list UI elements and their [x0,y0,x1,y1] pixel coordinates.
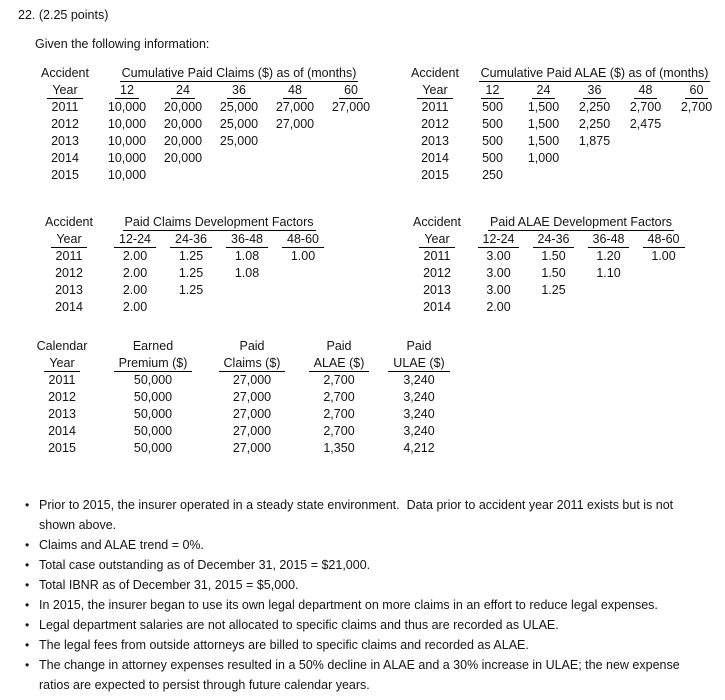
bullet-icon: • [25,558,30,572]
year-cell: 2012 [48,390,76,404]
column-header: 12-24 [107,231,163,248]
value-cell: 27,000 [275,100,315,114]
value-cell: 25,000 [219,134,259,148]
value-cell: 1.00 [290,249,316,263]
table-row [403,99,722,116]
table-header-row [31,65,379,82]
year-cell: 2011 [423,249,451,263]
value-cell: 10,000 [107,100,147,114]
year-cell: 2012 [51,117,79,131]
value-cell: 20,000 [163,100,203,114]
value-cell: 4,212 [403,441,435,455]
alae-factors-table [403,214,691,316]
year-cell: 2014 [51,151,79,165]
table-row [31,150,379,167]
table-row [22,389,460,406]
bullet-item: • Claims and ALAE trend = 0%. [25,535,711,555]
value-cell: 500 [482,151,503,165]
value-cell: 1,875 [578,134,611,148]
value-cell: 2,250 [578,100,611,114]
bullet-icon: • [25,498,30,512]
table-header-row [403,82,722,99]
bullet-item: • Legal department salaries are not allocated to specific claims and thus are recorded as ULAE. [25,615,711,635]
column-header: Paid [406,339,432,353]
year-cell: 2011 [48,373,76,387]
column-header: 60 [323,82,379,99]
paid-claims-table-title: Cumulative Paid Claims ($) as of (months) [121,66,357,80]
year-cell: 2014 [48,424,76,438]
column-header: 36 [211,82,267,99]
value-cell: 10,000 [107,168,147,182]
question-number: 22. [18,8,36,22]
table-row [31,167,379,184]
column-header: 24-36 [526,231,581,248]
table-header-row [22,338,460,355]
value-cell: 1.08 [234,266,260,280]
table-row [403,299,691,316]
value-cell: 2,700 [323,424,355,438]
claims-factors-table [31,214,331,316]
year-cell: 2013 [55,283,83,297]
column-header: ALAE ($) [300,355,378,372]
value-cell: 27,000 [232,407,272,421]
bullet-item: • Total case outstanding as of December 31, 2015 = $21,000. [25,555,711,575]
triangle-row-1 [31,65,725,184]
column-header: Paid [239,339,265,353]
table-row [31,99,379,116]
paid-alae-table-title: Cumulative Paid ALAE ($) as of (months) [480,66,709,80]
value-cell: 1,000 [527,151,560,165]
column-header: 12-24 [471,231,526,248]
year-label: Year [31,231,107,248]
year-cell: 2014 [55,300,83,314]
value-cell: 27,000 [232,373,272,387]
notes-list [25,495,711,695]
table-row [403,265,691,282]
column-header: Calendar [36,339,88,353]
value-cell: 1.00 [651,249,676,263]
value-cell: 2.00 [122,266,148,280]
value-cell: 1.25 [178,266,204,280]
value-cell: 25,000 [219,117,259,131]
year-cell: 2014 [423,300,451,314]
bullet-icon: • [25,578,30,592]
column-header: 24 [518,82,569,99]
table-row [22,423,460,440]
table-row [31,116,379,133]
value-cell: 1.25 [178,283,204,297]
value-cell: 2,700 [629,100,662,114]
value-cell: 500 [482,134,503,148]
table-row [31,282,331,299]
value-cell: 1.08 [234,249,260,263]
bullet-icon: • [25,618,30,632]
value-cell: 1,350 [323,441,355,455]
table-header-row [31,82,379,99]
year-cell: 2014 [421,151,449,165]
table-header-row [403,214,691,231]
value-cell: 3,240 [403,407,435,421]
bullet-icon: • [25,538,30,552]
value-cell: 3.00 [486,283,511,297]
value-cell: 27,000 [232,441,272,455]
column-header: 48-60 [636,231,691,248]
column-header: 36-48 [219,231,275,248]
value-cell: 2,475 [629,117,662,131]
value-cell: 3.00 [486,266,511,280]
question-body [18,37,725,695]
value-cell: 20,000 [163,117,203,131]
value-cell: 50,000 [133,373,173,387]
bullet-item: • Total IBNR as of December 31, 2015 = $5,000. [25,575,711,595]
column-header: 48-60 [275,231,331,248]
value-cell: 250 [482,168,503,182]
value-cell: 3,240 [403,390,435,404]
value-cell: 27,000 [232,390,272,404]
column-header: 36 [569,82,620,99]
column-header: 48 [267,82,323,99]
column-header: 12 [99,82,155,99]
table-row [403,133,722,150]
value-cell: 3,240 [403,373,435,387]
alae-factors-table-title: Paid ALAE Development Factors [490,215,673,229]
value-cell: 50,000 [133,390,173,404]
table-row [403,116,722,133]
value-cell: 1,500 [527,117,560,131]
paid-alae-triangle-table [403,65,722,184]
claims-factors-table-title: Paid Claims Development Factors [124,215,314,229]
triangle-row-2 [31,214,725,316]
value-cell: 1.20 [596,249,621,263]
value-cell: 3,240 [403,424,435,438]
value-cell: 1,500 [527,100,560,114]
column-header: Paid [326,339,352,353]
year-cell: 2015 [48,441,76,455]
value-cell: 1.10 [596,266,621,280]
bullet-item: • In 2015, the insurer began to use its own legal department on more claims in an effort to reduce legal expenses. [25,595,711,615]
bullet-icon: • [25,638,30,652]
value-cell: 2.00 [122,249,148,263]
value-cell: 2,250 [578,117,611,131]
value-cell: 2.00 [486,300,511,314]
value-cell: 1,500 [527,134,560,148]
year-cell: 2011 [421,100,449,114]
accident-label: Accident [41,66,89,80]
year-cell: 2015 [421,168,449,182]
year-cell: 2011 [51,100,79,114]
question-points: (2.25 points) [38,8,109,22]
value-cell: 27,000 [331,100,371,114]
value-cell: 1.25 [178,249,204,263]
column-header: 12 [467,82,518,99]
question-heading [18,8,725,22]
bullet-icon: • [25,598,30,612]
value-cell: 50,000 [133,441,173,455]
column-header: 24 [155,82,211,99]
bullet-item: • The legal fees from outside attorneys are billed to specific claims and recorded as ALAE. [25,635,711,655]
column-header: 48 [620,82,671,99]
table-row [22,440,460,457]
value-cell: 50,000 [133,424,173,438]
year-cell: 2012 [55,266,83,280]
year-cell: 2013 [51,134,79,148]
value-cell: 27,000 [232,424,272,438]
table-header-row [22,355,460,372]
value-cell: 2,700 [323,373,355,387]
column-header: 60 [671,82,722,99]
column-header: Claims ($) [204,355,300,372]
year-label: Year [403,231,471,248]
table-row [403,248,691,265]
value-cell: 20,000 [163,134,203,148]
year-label: Year [403,82,467,99]
calendar-year-table [22,338,460,457]
value-cell: 2.00 [122,300,148,314]
year-cell: 2011 [55,249,83,263]
bullet-icon: • [25,658,30,672]
year-cell: 2013 [423,283,451,297]
table-row [31,248,331,265]
year-cell: 2015 [51,168,79,182]
column-header: Year [22,355,102,372]
table-row [31,265,331,282]
table-row [403,150,722,167]
value-cell: 25,000 [219,100,259,114]
year-cell: 2012 [423,266,451,280]
year-cell: 2012 [421,117,449,131]
value-cell: 10,000 [107,134,147,148]
table-row [22,372,460,389]
accident-label: Accident [413,215,461,229]
value-cell: 50,000 [133,407,173,421]
year-cell: 2013 [421,134,449,148]
value-cell: 20,000 [163,151,203,165]
table-header-row [31,231,331,248]
intro-text: Given the following information: [35,37,210,51]
column-header: ULAE ($) [378,355,460,372]
value-cell: 27,000 [275,117,315,131]
column-header: 24-36 [163,231,219,248]
accident-label: Accident [45,215,93,229]
table-header-row [31,214,331,231]
column-header: Earned [132,339,174,353]
accident-label: Accident [411,66,459,80]
table-header-row [403,65,722,82]
value-cell: 2,700 [323,407,355,421]
value-cell: 1.50 [541,266,566,280]
value-cell: 10,000 [107,117,147,131]
value-cell: 2,700 [680,100,713,114]
table-row [22,406,460,423]
bullet-item: • Prior to 2015, the insurer operated in a steady state environment. Data prior to accident year 2011 exists but is not shown above. [25,495,711,535]
value-cell: 500 [482,117,503,131]
year-cell: 2013 [48,407,76,421]
value-cell: 1.50 [541,249,566,263]
paid-claims-triangle-table [31,65,379,184]
table-row [403,282,691,299]
value-cell: 10,000 [107,151,147,165]
table-header-row [403,231,691,248]
value-cell: 2,700 [323,390,355,404]
column-header: Premium ($) [102,355,204,372]
value-cell: 2.00 [122,283,148,297]
table-row [31,133,379,150]
value-cell: 3.00 [486,249,511,263]
bullet-item: • The change in attorney expenses resulted in a 50% decline in ALAE and a 30% increase in ULAE; the new expense ratios are expected to persist through future calendar years. [25,655,711,695]
table-row [31,299,331,316]
year-label: Year [31,82,99,99]
value-cell: 500 [482,100,503,114]
table-row [403,167,722,184]
value-cell: 1.25 [541,283,566,297]
column-header: 36-48 [581,231,636,248]
